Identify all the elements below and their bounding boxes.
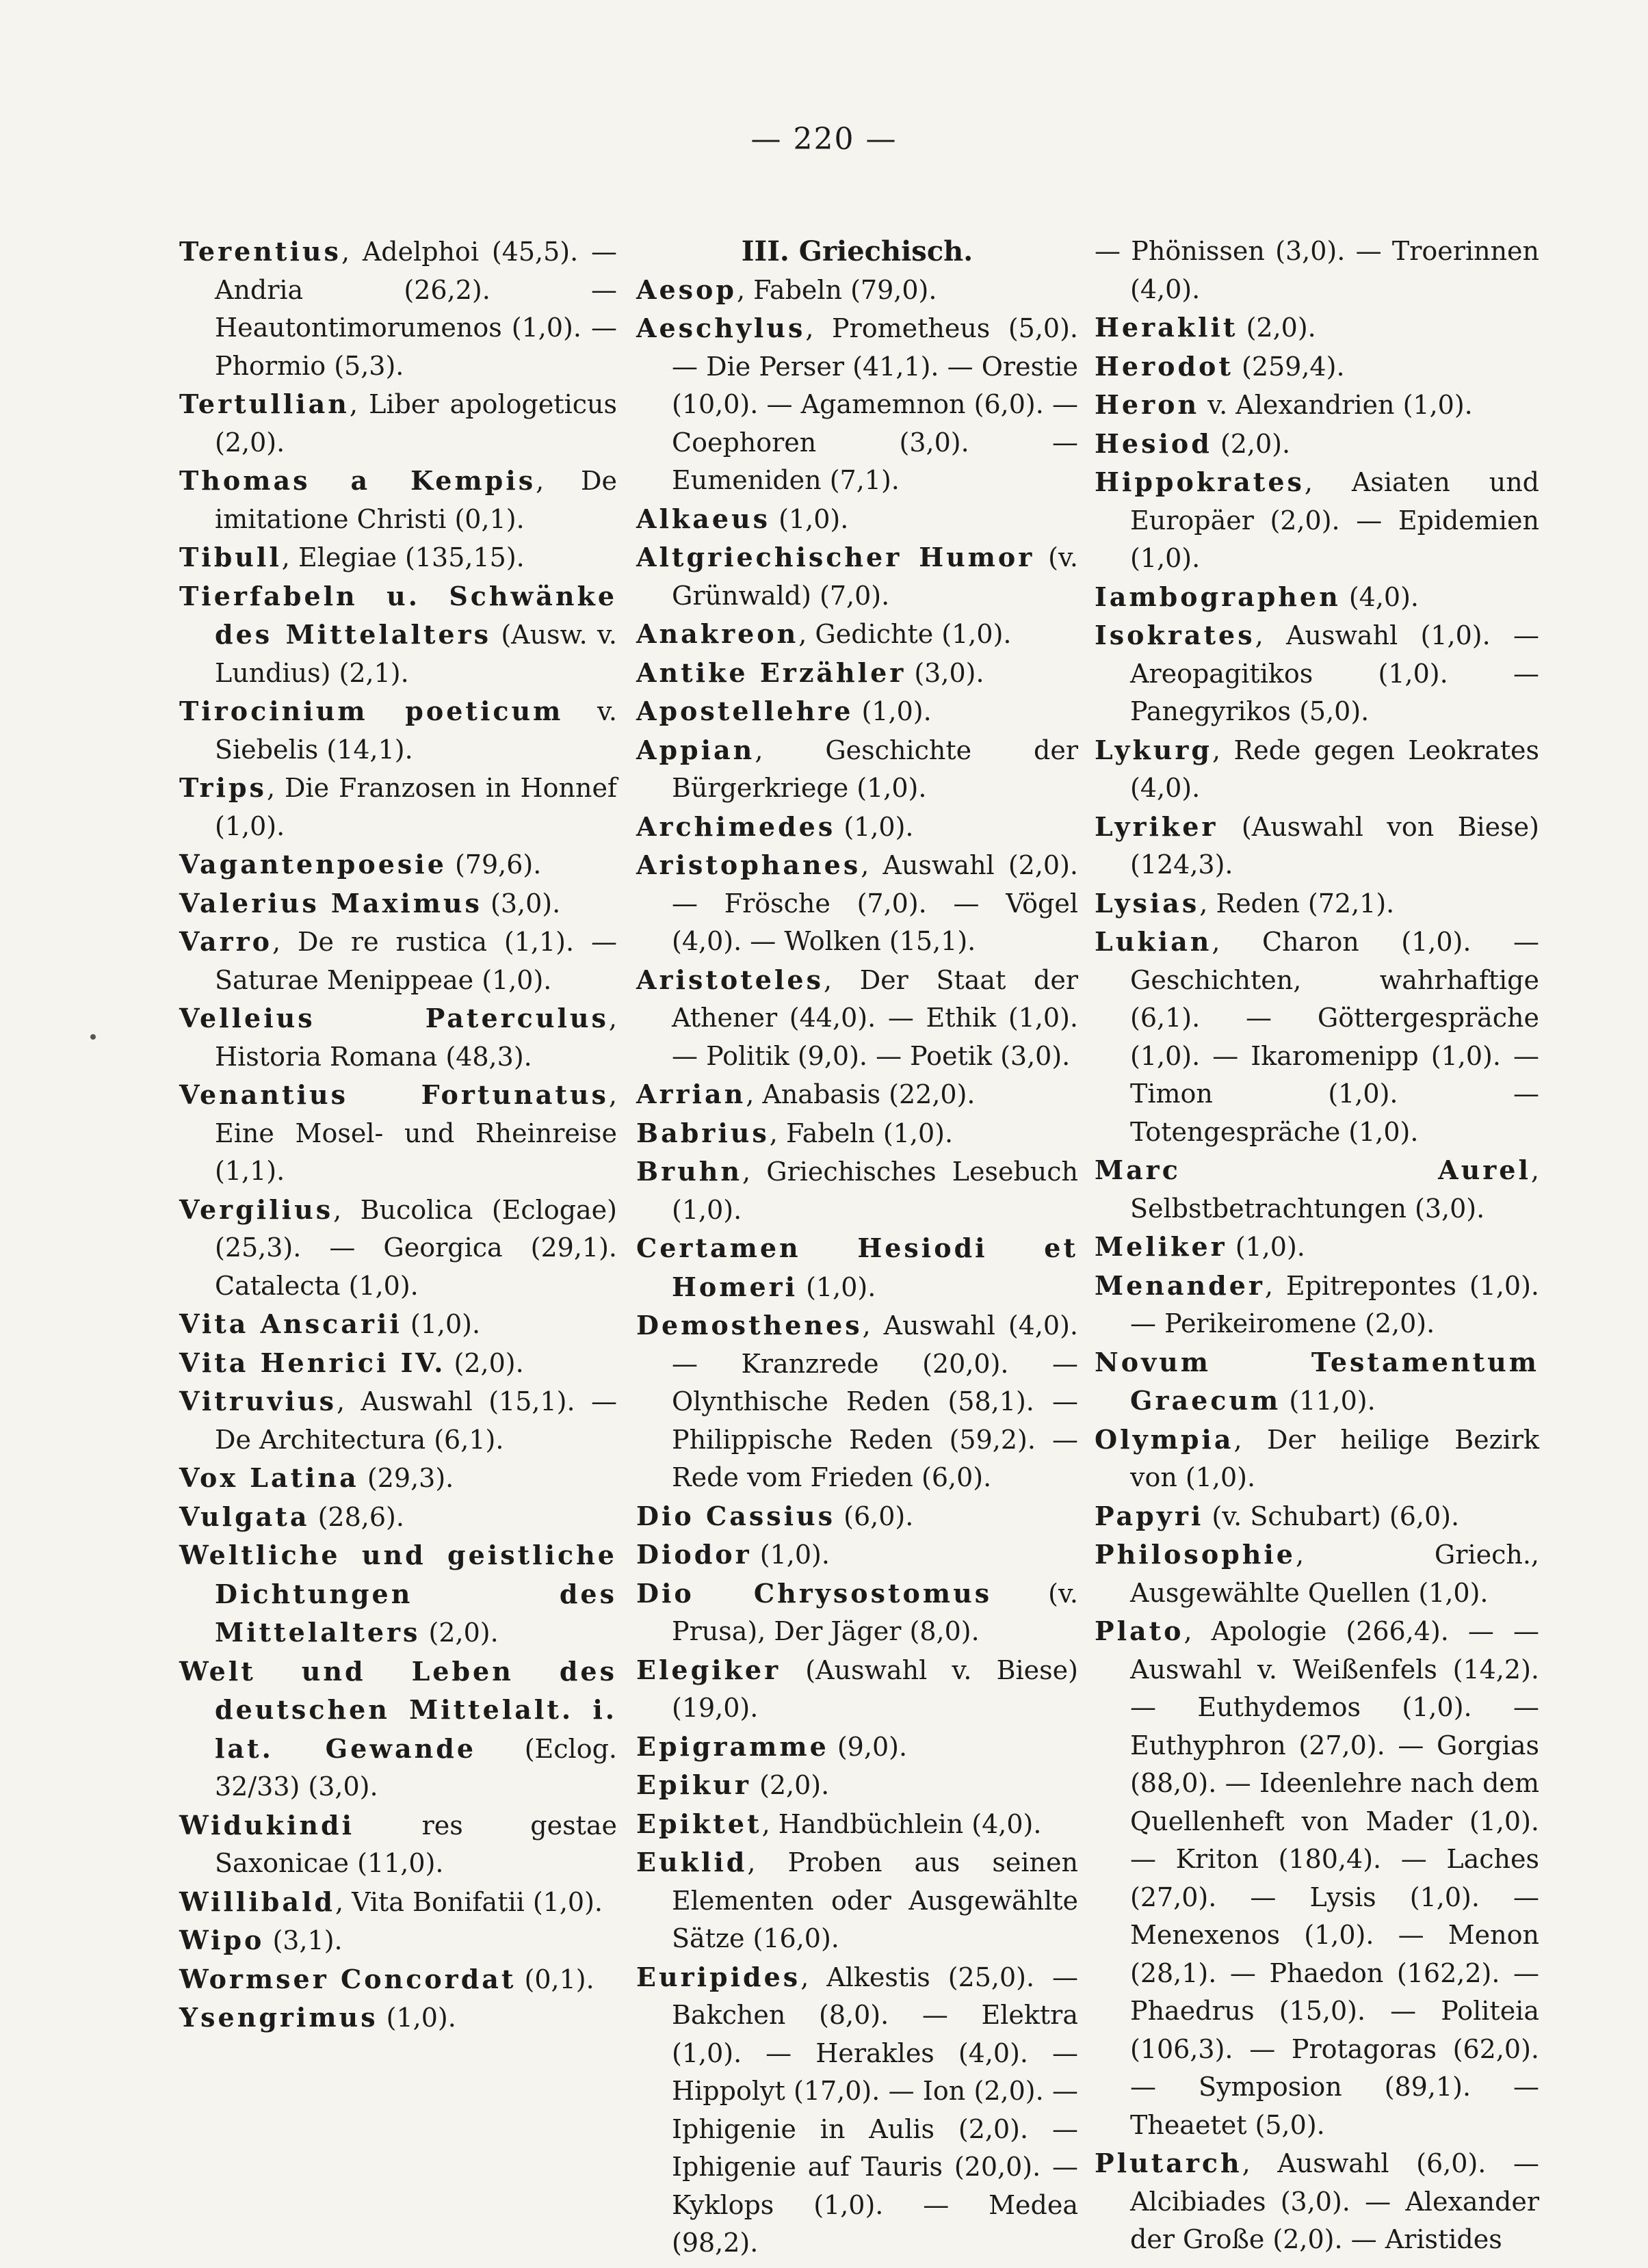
index-entry [179,1344,617,1383]
entry-author: Euripides [636,1961,801,1992]
entry-works: (v. Grünwald) (7,0). [672,542,1078,611]
entry-works: (0,1). [516,1964,594,1994]
entry-works: , Der heilige Bezirk von (1,0). [1130,1424,1539,1492]
entry-author: Vita Anscarii [179,1308,402,1339]
index-entry [179,1459,617,1498]
index-entry [179,692,617,769]
entry-author: Apostellehre [636,696,854,726]
entry-works: (1,0). [1227,1232,1305,1262]
entry-works: , Griechisches Lesebuch (1,0). [672,1157,1078,1225]
entry-author: Dio Chrysostomus [636,1577,993,1609]
entry-author: Terentius [179,236,341,267]
index-entry [179,1382,617,1459]
index-entry [636,1651,1078,1728]
index-entry [179,845,617,884]
entry-author: Willibald [179,1886,335,1917]
entry-works: , Die Franzosen in Honnef (1,0). [215,773,617,841]
entry-works: (v. Prusa), Der Jäger (8,0). [672,1578,1078,1646]
index-entry [636,1843,1078,1958]
entry-author: Wipo [179,1925,265,1955]
entry-author: Isokrates [1095,620,1255,650]
entry-works: , Handbüchlein (4,0). [761,1808,1042,1839]
entry-works: , De imitatione Christi (0,1). [215,466,617,534]
index-entry [636,1497,1078,1536]
index-entry [1095,1151,1539,1228]
entry-author: Certamen Hesiodi et Homeri [636,1232,1078,1302]
entry-author: Arrian [636,1079,746,1109]
index-entry [636,309,1078,500]
entry-author: Epigramme [636,1730,829,1762]
entry-author: Venantius Fortunatus [179,1079,609,1110]
entry-works: (11,0). [1281,1386,1376,1416]
index-entry [179,1999,617,2038]
index-entry [1095,386,1539,425]
entry-works: , Auswahl (15,1). — De Architectura (6,1). [215,1386,617,1455]
greek-entry-list [636,271,1078,2263]
index-entry [636,1958,1078,2263]
entry-works: , Epitrepontes (1,0). — Perikeiromene (2,0). [1130,1270,1539,1339]
entry-works: (28,6). [309,1501,404,1532]
index-entry [636,1766,1078,1805]
entry-author: Aesop [636,274,737,305]
index-entry [1095,1228,1539,1267]
index-entry [636,1152,1078,1229]
column-greek-authors-continued [1095,233,1539,2259]
index-entry [1095,923,1539,1151]
entry-works: , Historia Romana (48,3). [215,1003,617,1072]
index-entry [179,577,617,693]
entry-works: — Phönissen (3,0). — Troerinnen (4,0). [1095,236,1539,304]
index-entry [636,808,1078,847]
entry-works: (4,0). [1340,581,1419,612]
index-entry [179,538,617,577]
index-entry [179,923,617,999]
index-entry [179,1960,617,1999]
index-entry [179,1883,617,1922]
entry-author: Wormser Concordat [179,1963,516,1994]
entry-author: Plato [1095,1616,1184,1646]
entry-works: , Fabeln (1,0). [769,1118,954,1148]
entry-author: Tierfabeln u. Schwänke des Mittelalters [179,580,617,650]
entry-works: , Gedichte (1,0). [798,619,1012,649]
entry-author: Altgriechischer Humor [636,542,1035,572]
index-entry [1095,463,1539,578]
entry-works: , Bucolica (Eclogae) (25,3). — Georgica (29,1). Catalecta (1,0). [215,1194,617,1301]
entry-author: Lyriker [1095,810,1218,842]
index-entry [636,654,1078,693]
index-entry [179,769,617,845]
index-entry [636,1229,1078,1306]
entry-author: Vulgata [179,1501,310,1532]
index-entry [636,538,1078,615]
index-entry [636,271,1078,310]
margin-speck [90,1034,96,1040]
index-entry [636,1805,1078,1844]
entry-author: Velleius Paterculus [179,1003,609,1033]
entry-works: v. Alexandrien (1,0). [1199,390,1473,420]
entry-author: Welt und Leben des deutschen Mittelalt. i. lat. Gewande [179,1655,617,1764]
entry-works: , Proben aus seinen Elementen oder Ausgewählte Sätze (16,0). [672,1847,1078,1953]
entry-author: Lukian [1095,926,1212,957]
entry-author: Thomas a Kempis [179,465,536,496]
index-entry [636,1306,1078,1497]
entry-author: Elegiker [636,1654,781,1685]
index-entry [179,1498,617,1537]
index-entry [1095,808,1539,884]
entry-works: (2,0). [420,1618,499,1648]
entry-author: Vita Henrici IV. [179,1347,446,1378]
entry-works: , Eine Mosel- und Rheinreise (1,1). [215,1080,617,1186]
entry-author: Tibull [179,542,282,572]
entry-author: Vagantenpoesie [179,849,447,880]
index-entry [636,1728,1078,1767]
column-latin-authors [179,233,617,2038]
index-entry [1095,308,1539,347]
entry-works: (Eclog. 32/33) (3,0). [215,1733,617,1802]
index-entry [636,731,1078,808]
index-entry [179,233,617,385]
entry-works: (2,0). [445,1347,524,1378]
entry-author: Vitruvius [179,1386,337,1416]
entry-author: Diodor [636,1539,752,1570]
entry-author: Demosthenes [636,1310,863,1341]
index-entry [1095,347,1539,386]
entry-author: Archimedes [636,810,836,842]
page-number: — 220 — [750,122,898,157]
entry-works: (259,4). [1233,351,1345,382]
entry-works: (3,0). [906,657,984,688]
index-entry [1095,233,1539,308]
entry-works: , Reden (72,1). [1199,888,1395,919]
entry-author: Varro [179,926,273,957]
index-entry [636,1574,1078,1651]
entry-author: Dio Cassius [636,1500,836,1531]
entry-works: , Auswahl (2,0). — Frösche (7,0). — Vögel (4,0). — Wolken (15,1). [672,850,1078,956]
entry-author: Valerius Maximus [179,887,482,919]
entry-works: , Anabasis (22,0). [746,1079,976,1109]
entry-works: , Liber apologeticus (2,0). [215,389,617,458]
entry-author: Tertullian [179,388,350,419]
entry-works: (3,0). [482,888,561,919]
entry-works: (79,6). [446,849,542,880]
entry-author: Euklid [636,1847,748,1877]
entry-works: , Elegiae (135,15). [281,542,525,572]
entry-author: Herodot [1095,350,1233,382]
index-entry [1095,1535,1539,1612]
index-entry [1095,2144,1539,2259]
index-entry [636,500,1078,539]
entry-author: Aristoteles [636,964,824,995]
entry-works: (2,0). [1212,428,1291,459]
index-entry [179,385,617,462]
index-entry [179,1921,617,1960]
index-entry [636,615,1078,654]
entry-works: (29,3). [358,1463,454,1493]
entry-author: Iambographen [1095,581,1341,612]
index-entry [1095,616,1539,731]
entry-works: res gestae Saxonicae (11,0). [215,1810,617,1878]
entry-author: Vox Latina [179,1462,359,1493]
entry-works: , Rede gegen Leokrates (4,0). [1130,735,1539,803]
entry-works: (Ausw. v. Lundius) (2,1). [215,620,617,688]
entry-works: (3,1). [264,1925,343,1955]
entry-author: Aristophanes [636,849,861,880]
entry-author: Widukindi [179,1809,355,1841]
entry-works: (1,0). [751,1540,830,1570]
entry-author: Plutarch [1095,2148,1242,2178]
section-heading-greek: III. Griechisch. [741,235,973,267]
entry-works: (1,0). [770,503,849,534]
index-entry [636,961,1078,1076]
entry-works: (6,0). [835,1501,914,1531]
index-entry [636,692,1078,731]
entry-works: (1,0). [402,1309,481,1339]
entry-works: , Griech., Ausgewählte Quellen (1,0). [1130,1540,1539,1608]
entry-works: (2,0). [1238,313,1316,343]
entry-works: , Apologie (266,4). — — Auswahl v. Weißenfels (14,2). — Euthydemos (1,0). — Euthyphron (27,0). — Gorgias (88,0). — Ideenlehre nach dem Quellenheft von Mader (1,0). — Kriton (180,4). — Laches (27,0). — Lysis (1,0). — Menexenos (1,0). — Menon (28,1). — Phaedon (162,2). — Phaedrus (15,0). — Politeia (106,3). — Protagoras (62,0). — Symposion (89,1). — Theaetet (5,0). [1130,1616,1539,2140]
entry-author: Marc Aurel [1095,1155,1531,1185]
entry-works: , Auswahl (4,0). — Kranzrede (20,0). — Olynthische Reden (58,1). — Philippische Reden (59,2). — Rede vom Frieden (6,0). [672,1310,1078,1492]
entry-author: Papyri [1095,1500,1204,1531]
entry-works: (1,0). [835,811,914,842]
entry-author: Epiktet [636,1808,762,1839]
index-entry [636,1114,1078,1153]
entry-author: Philosophie [1095,1539,1296,1570]
entry-author: Appian [636,734,755,765]
entry-author: Weltliche und geistliche Dichtungen des Mittelalters [179,1540,617,1648]
index-entry [179,462,617,538]
entry-works: , Vita Bonifatii (1,0). [335,1886,603,1917]
entry-works: , Adelphoi (45,5). — Andria (26,2). — Heautontimorumenos (1,0). — Phormio (5,3). [215,237,617,381]
entry-works: , Auswahl (1,0). — Areopagitikos (1,0). — Panegyrikos (5,0). [1130,620,1539,726]
entry-author: Aeschylus [636,313,806,343]
index-entry [179,1536,617,1652]
index-entry [179,1076,617,1191]
entry-works: v. Siebelis (14,1). [215,696,617,765]
index-entry [179,999,617,1076]
index-entry [179,884,617,923]
entry-author: Meliker [1095,1231,1227,1262]
entry-works: (1,0). [798,1271,876,1302]
entry-works: , Fabeln (79,0). [736,274,937,305]
entry-works: (v. Schubart) (6,0). [1203,1501,1460,1531]
entry-works: , De re rustica (1,1). — Saturae Menippeae (1,0). [215,927,617,995]
index-entry [179,1806,617,1883]
entry-works: , Der Staat der Athener (44,0). — Ethik (1,0). — Politik (9,0). — Poetik (3,0). [672,964,1078,1071]
entry-author: Babrius [636,1117,770,1148]
entry-works: , Geschichte der Bürgerkriege (1,0). [672,735,1078,803]
entry-author: Tirocinium poeticum [179,696,564,726]
entry-works: , Asiaten und Europäer (2,0). — Epidemien (1,0). [1130,467,1539,573]
entry-author: Olympia [1095,1423,1234,1455]
index-entry [179,1191,617,1306]
index-entry [636,1075,1078,1114]
entry-author: Bruhn [636,1156,743,1187]
entry-works: , Alkestis (25,0). — Bakchen (8,0). — Elektra (1,0). — Herakles (4,0). — Hippolyt (17,0). — Ion (2,0). — Iphigenie in Aulis (2,0). — Iphigenie auf Tauris (20,0). — Kyklops (1,0). — Medea (98,2). [672,1962,1078,2258]
index-entry [1095,1421,1539,1497]
entry-author: Menander [1095,1269,1265,1301]
entry-author: Vergilius [179,1194,334,1225]
index-entry [1095,884,1539,923]
entry-works: (Auswahl v. Biese) (19,0). [672,1654,1078,1723]
index-entry [636,846,1078,961]
entry-author: Alkaeus [636,503,771,534]
entry-works: (2,0). [750,1770,830,1800]
entry-author: Antike Erzähler [636,657,906,688]
column-greek-authors [636,233,1078,2263]
entry-works: , Auswahl (6,0). — Alcibiades (3,0). — Alexander der Große (2,0). — Aristides [1130,2148,1539,2254]
index-entry [179,1652,617,1806]
entry-author: Trips [179,772,267,803]
index-entry [636,1535,1078,1574]
index-entry [1095,578,1539,617]
entry-works: (1,0). [378,2003,456,2033]
index-entry [1095,1267,1539,1343]
entry-author: Epikur [636,1769,751,1800]
entry-author: Novum Testamentum Graecum [1095,1346,1539,1416]
entry-works: (Auswahl von Biese) (124,3). [1130,811,1539,880]
index-entry [1095,1612,1539,2144]
index-entry [179,1305,617,1344]
entry-author: Anakreon [636,618,799,649]
index-entry [1095,731,1539,808]
entry-author: Heron [1095,389,1200,420]
entry-author: Lysias [1095,887,1200,919]
index-entry [1095,1497,1539,1536]
entry-author: Heraklit [1095,312,1238,343]
entry-works: , Selbstbetrachtungen (3,0). [1130,1155,1539,1224]
entry-works: , Charon (1,0). — Geschichten, wahrhaftige (6,1). — Göttergespräche (1,0). — Ikaromenipp (1,0). — Timon (1,0). — Totengespräche (1,0). [1130,927,1539,1147]
entry-works: (9,0). [828,1731,908,1762]
entry-works: (1,0). [853,696,932,726]
index-entry [1095,1343,1539,1421]
index-entry [1095,425,1539,464]
entry-author: Lykurg [1095,734,1212,765]
entry-author: Hippokrates [1095,466,1305,497]
entry-author: Hesiod [1095,427,1212,459]
entry-works: , Prometheus (5,0). — Die Perser (41,1). — Orestie (10,0). — Agamemnon (6,0). — Coephoren (3,0). — Eumeniden (7,1). [672,313,1078,495]
entry-author: Ysengrimus [179,2002,378,2033]
